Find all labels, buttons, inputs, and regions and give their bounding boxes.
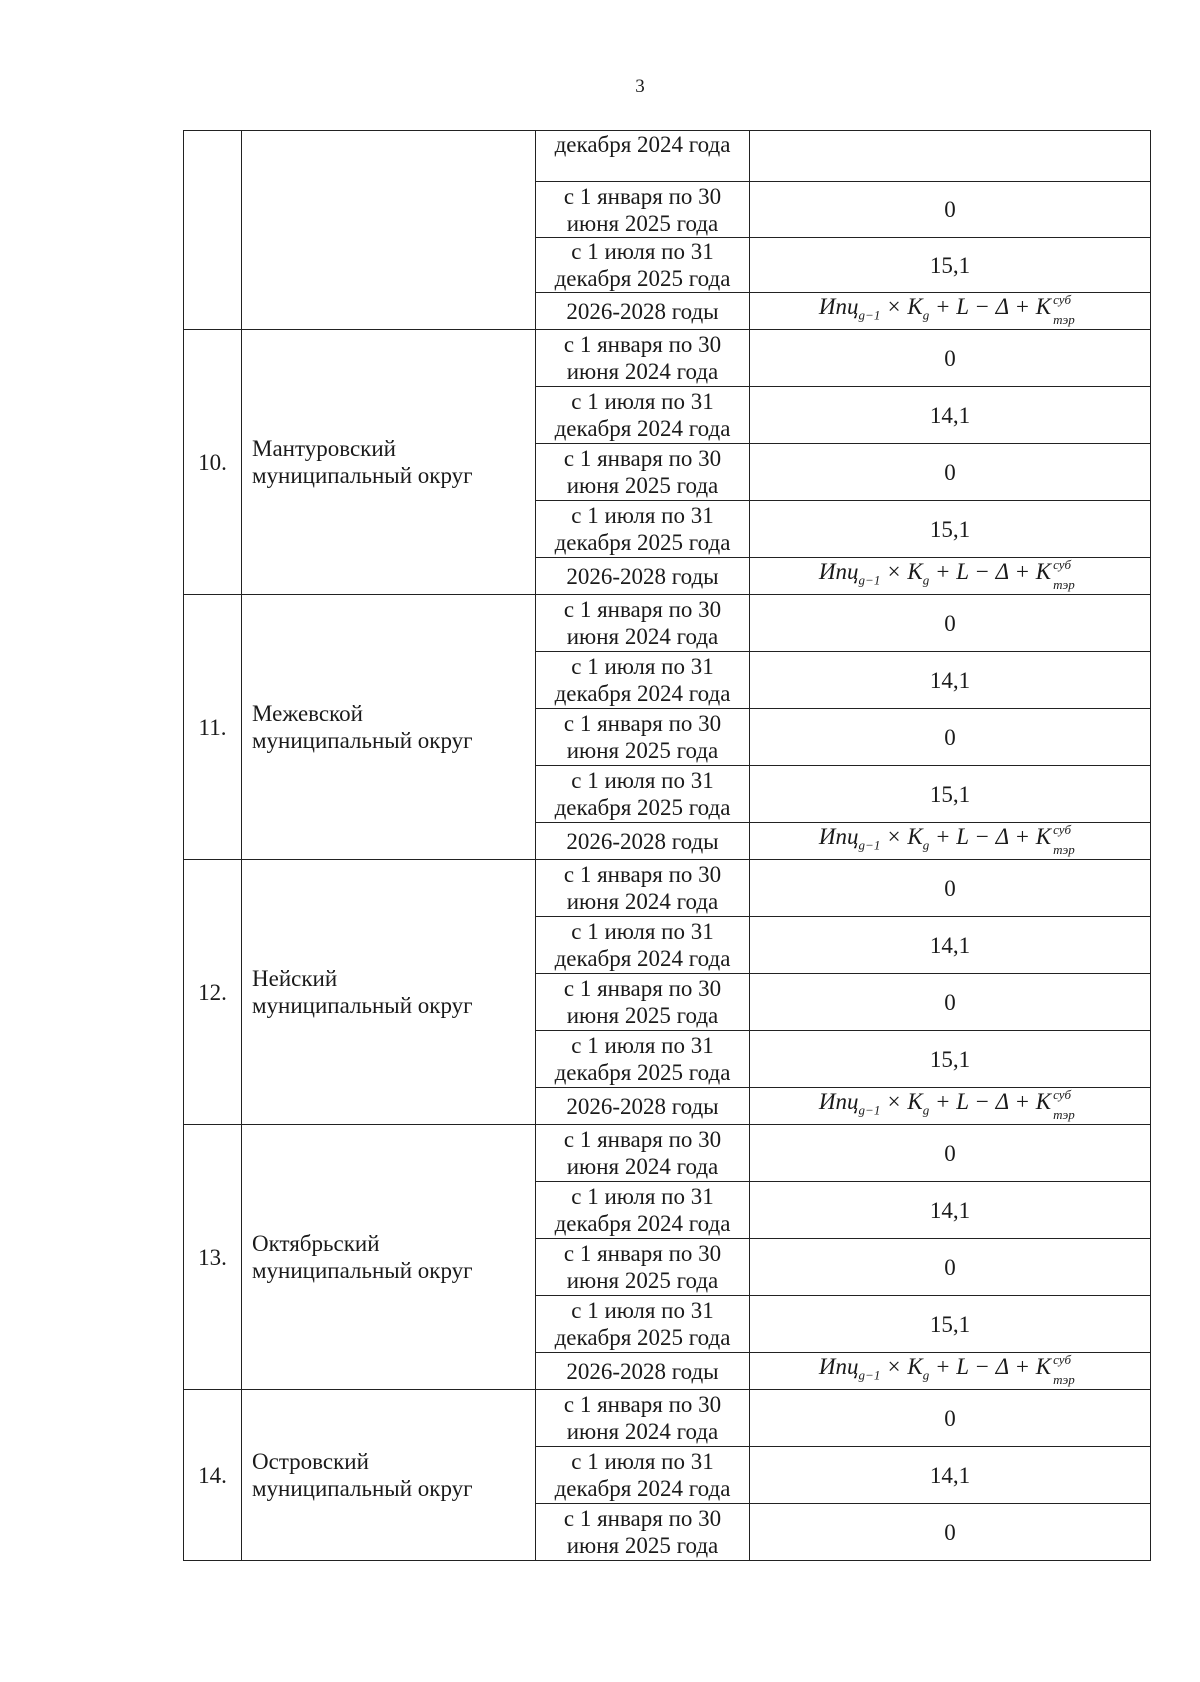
formula-sup: суб <box>1053 292 1072 308</box>
value-cell: 0 <box>750 974 1151 1031</box>
number-cell: 12. <box>184 860 242 1125</box>
district-name: Межевской <box>252 701 363 726</box>
value-cell: 14,1 <box>750 652 1151 709</box>
formula-indices <box>1051 1352 1081 1388</box>
period-cell: с 1 июля по 31 декабря 2024 года <box>536 1447 750 1504</box>
formula-sub-g1: g−1 <box>858 837 881 853</box>
value-cell: 14,1 <box>750 1447 1151 1504</box>
value-cell: 0 <box>750 709 1151 766</box>
period-cell: с 1 июля по 31 декабря 2024 года <box>536 387 750 444</box>
formula-sub-g: g <box>922 1367 930 1383</box>
number-cell <box>184 131 242 330</box>
formula-ipc: Ипц <box>818 824 859 850</box>
formula-k2: K <box>1035 824 1052 850</box>
table-row <box>184 1390 1151 1447</box>
formula-sub-ter: тэр <box>1053 1372 1075 1388</box>
value-cell <box>750 1088 1151 1125</box>
formula-sup: суб <box>1053 822 1072 838</box>
number-cell: 10. <box>184 330 242 595</box>
period-cell: с 1 января по 30 июня 2024 года <box>536 330 750 387</box>
number-cell: 14. <box>184 1390 242 1561</box>
page-number: 3 <box>635 76 645 97</box>
period-cell: с 1 июля по 31 декабря 2025 года <box>536 1296 750 1353</box>
district-type: муниципальный округ <box>252 463 473 488</box>
value-cell: 14,1 <box>750 1182 1151 1239</box>
district-type: муниципальный округ <box>252 1476 473 1501</box>
value-cell: 15,1 <box>750 238 1151 293</box>
number-cell: 11. <box>184 595 242 860</box>
formula-sub-g1: g−1 <box>858 1367 881 1383</box>
value-cell: 0 <box>750 182 1151 238</box>
formula-sub-g: g <box>922 1102 930 1118</box>
formula-times: × <box>880 1089 908 1115</box>
period-cell: с 1 января по 30 июня 2025 года <box>536 709 750 766</box>
period-cell: с 1 января по 30 июня 2025 года <box>536 1239 750 1296</box>
tariff-formula <box>818 1352 1081 1388</box>
formula-sub-g: g <box>922 307 930 323</box>
period-cell: с 1 июля по 31 декабря 2024 года <box>536 1182 750 1239</box>
formula-k2: K <box>1035 559 1052 585</box>
formula-sup: суб <box>1053 557 1072 573</box>
table-row <box>184 1125 1151 1182</box>
formula-sub-g1: g−1 <box>858 572 881 588</box>
name-cell <box>242 330 536 595</box>
period-cell: с 1 января по 30 июня 2024 года <box>536 860 750 917</box>
formula-indices <box>1051 557 1081 593</box>
period-cell: с 1 января по 30 июня 2025 года <box>536 974 750 1031</box>
period-cell: с 1 июля по 31 декабря 2025 года <box>536 766 750 823</box>
formula-k2: K <box>1035 294 1052 320</box>
value-cell <box>750 1353 1151 1390</box>
period-cell: с 1 января по 30 июня 2025 года <box>536 1504 750 1561</box>
formula-sub-g: g <box>922 572 930 588</box>
value-cell: 0 <box>750 1390 1151 1447</box>
period-cell: с 1 января по 30 июня 2025 года <box>536 182 750 238</box>
value-cell <box>750 131 1151 182</box>
value-cell: 14,1 <box>750 917 1151 974</box>
period-cell: 2026-2028 годы <box>536 558 750 595</box>
period-cell: с 1 июля по 31 декабря 2025 года <box>536 1031 750 1088</box>
formula-times: × <box>880 294 908 320</box>
name-cell <box>242 860 536 1125</box>
value-cell: 0 <box>750 330 1151 387</box>
formula-sub-g: g <box>922 837 930 853</box>
formula-rest: + L − Δ + <box>929 1354 1036 1380</box>
district-name: Октябрьский <box>252 1231 380 1256</box>
period-cell: декабря 2024 года <box>536 131 750 182</box>
period-cell: с 1 января по 30 июня 2025 года <box>536 444 750 501</box>
tariff-formula <box>818 822 1081 858</box>
table-row <box>184 131 1151 182</box>
district-name: Нейский <box>252 966 338 991</box>
period-cell: с 1 января по 30 июня 2024 года <box>536 1125 750 1182</box>
district-name: Островский <box>252 1449 369 1474</box>
formula-sup: суб <box>1053 1087 1072 1103</box>
value-cell: 0 <box>750 444 1151 501</box>
table-row <box>184 330 1151 387</box>
tariff-formula <box>818 1087 1081 1123</box>
value-cell: 14,1 <box>750 387 1151 444</box>
name-cell <box>242 1125 536 1390</box>
formula-ipc: Ипц <box>818 1354 859 1380</box>
formula-times: × <box>880 559 908 585</box>
formula-k: K <box>907 824 923 850</box>
value-cell: 15,1 <box>750 1031 1151 1088</box>
formula-rest: + L − Δ + <box>929 294 1036 320</box>
value-cell: 15,1 <box>750 501 1151 558</box>
formula-indices <box>1051 822 1081 858</box>
value-cell: 0 <box>750 1125 1151 1182</box>
table-row <box>184 595 1151 652</box>
name-cell <box>242 1390 536 1561</box>
formula-rest: + L − Δ + <box>929 1089 1036 1115</box>
district-type: муниципальный округ <box>252 728 473 753</box>
name-cell <box>242 595 536 860</box>
formula-sub-ter: тэр <box>1053 1107 1075 1123</box>
formula-ipc: Ипц <box>818 294 859 320</box>
value-cell: 0 <box>750 1239 1151 1296</box>
formula-sub-g1: g−1 <box>858 1102 881 1118</box>
period-cell: с 1 июля по 31 декабря 2025 года <box>536 238 750 293</box>
period-cell: 2026-2028 годы <box>536 1353 750 1390</box>
period-cell: с 1 января по 30 июня 2024 года <box>536 595 750 652</box>
tariff-formula <box>818 292 1081 328</box>
period-cell: с 1 июля по 31 декабря 2024 года <box>536 652 750 709</box>
formula-k: K <box>907 559 923 585</box>
formula-ipc: Ипц <box>818 559 859 585</box>
period-cell: с 1 июля по 31 декабря 2024 года <box>536 917 750 974</box>
tariff-table <box>183 130 1151 1561</box>
period-cell: 2026-2028 годы <box>536 1088 750 1125</box>
formula-k2: K <box>1035 1089 1052 1115</box>
value-cell <box>750 293 1151 330</box>
tariff-table-body <box>184 131 1151 1561</box>
formula-sub-ter: тэр <box>1053 842 1075 858</box>
period-cell: с 1 июля по 31 декабря 2025 года <box>536 501 750 558</box>
formula-k: K <box>907 1354 923 1380</box>
tariff-formula <box>818 557 1081 593</box>
name-cell <box>242 131 536 330</box>
district-name: Мантуровский <box>252 436 396 461</box>
table-row <box>184 860 1151 917</box>
period-cell: 2026-2028 годы <box>536 293 750 330</box>
formula-sup: суб <box>1053 1352 1072 1368</box>
formula-k: K <box>907 1089 923 1115</box>
number-cell: 13. <box>184 1125 242 1390</box>
formula-ipc: Ипц <box>818 1089 859 1115</box>
district-type: муниципальный округ <box>252 1258 473 1283</box>
district-type: муниципальный округ <box>252 993 473 1018</box>
formula-sub-g1: g−1 <box>858 307 881 323</box>
formula-sub-ter: тэр <box>1053 312 1075 328</box>
value-cell: 15,1 <box>750 1296 1151 1353</box>
value-cell: 0 <box>750 595 1151 652</box>
formula-times: × <box>880 1354 908 1380</box>
formula-rest: + L − Δ + <box>929 824 1036 850</box>
value-cell <box>750 823 1151 860</box>
formula-indices <box>1051 292 1081 328</box>
formula-k: K <box>907 294 923 320</box>
value-cell: 15,1 <box>750 766 1151 823</box>
formula-rest: + L − Δ + <box>929 559 1036 585</box>
value-cell: 0 <box>750 1504 1151 1561</box>
period-cell: с 1 января по 30 июня 2024 года <box>536 1390 750 1447</box>
formula-sub-ter: тэр <box>1053 577 1075 593</box>
formula-times: × <box>880 824 908 850</box>
formula-indices <box>1051 1087 1081 1123</box>
formula-k2: K <box>1035 1354 1052 1380</box>
period-cell: 2026-2028 годы <box>536 823 750 860</box>
value-cell <box>750 558 1151 595</box>
value-cell: 0 <box>750 860 1151 917</box>
